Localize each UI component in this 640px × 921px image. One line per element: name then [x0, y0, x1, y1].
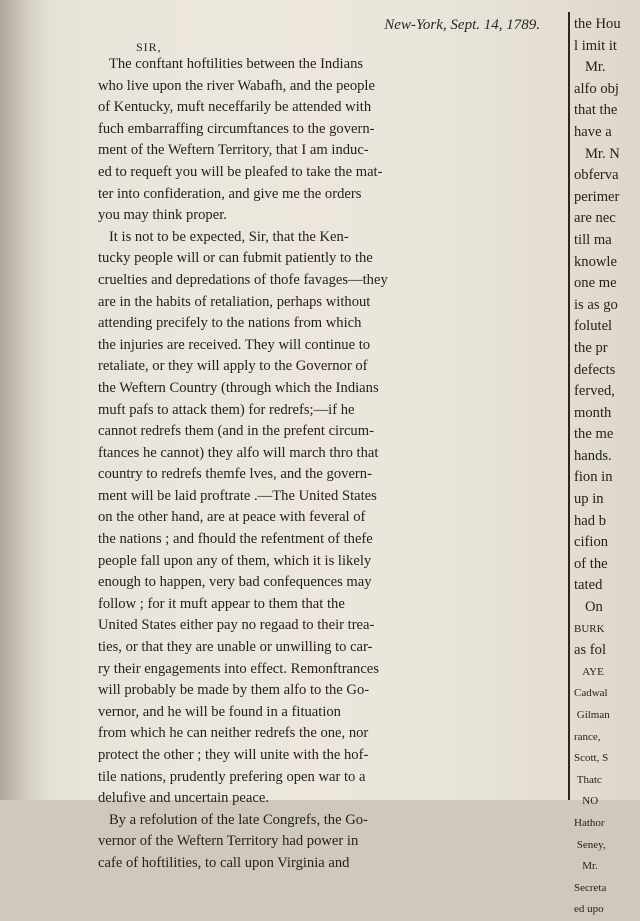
text-line: of the	[574, 555, 608, 572]
text-line: Gilman	[574, 709, 610, 721]
text-line: By a refolution of the late Congrefs, the Go-	[98, 811, 368, 828]
text-line: tucky people will or can fubmit patiently to the	[98, 250, 373, 267]
text-line: The conftant hoftilities between the Indians	[98, 56, 364, 72]
text-line: the nations ; and fhould the refentment of thefe	[98, 531, 373, 548]
text-line: will probably be made by them alfo to the Go-	[98, 682, 370, 699]
text-line: one me	[574, 275, 617, 292]
text-line: up in	[574, 491, 604, 508]
text-line: from which he can neither redrefs the one, nor	[98, 725, 369, 742]
right-column-lines	[574, 14, 640, 921]
text-line: you may think proper.	[98, 207, 227, 224]
text-line: On	[574, 599, 603, 616]
text-line: the Weftern Country (through which the Indians	[98, 379, 379, 396]
text-line: protect the other ; they will unite with the hof-	[98, 747, 369, 763]
text-line: BURK	[574, 622, 605, 635]
text-line: alfo obj	[574, 80, 619, 97]
text-line: had b	[574, 512, 607, 529]
text-line: ed upo	[574, 903, 604, 916]
text-line: of Kentucky, muft neceffarily be attended with	[98, 99, 372, 116]
text-line: Mr.	[574, 860, 598, 873]
text-line: Mr.	[574, 59, 606, 76]
text-line: Cadwal	[574, 687, 608, 700]
text-line: as fol	[574, 642, 607, 659]
text-line: that the	[574, 102, 618, 119]
text-line: It is not to be expected, Sir, that the Ken-	[98, 228, 349, 245]
text-line: follow ; for it muft appear to them that the	[98, 595, 345, 612]
text-line: ment of the Weftern Territory, that I am induc-	[98, 142, 369, 159]
text-line: Thatc	[574, 773, 602, 786]
text-line: fion in	[574, 469, 613, 486]
text-line: perimer	[574, 188, 620, 205]
text-line: fuch embarraffing circumftances to the govern-	[98, 120, 375, 137]
letter-body	[98, 54, 568, 875]
text-line: United States either pay no regaad to their trea-	[98, 617, 375, 634]
column-rule	[568, 12, 570, 800]
text-line: tated	[574, 577, 603, 594]
text-line: cifion	[574, 534, 609, 551]
text-line: l imit it	[574, 37, 617, 54]
text-line: the me	[574, 426, 614, 443]
text-line: rance,	[574, 730, 601, 743]
dateline: New-York, Sept. 14, 1789.	[384, 17, 540, 33]
text-line: ferved,	[574, 383, 615, 400]
text-line: obferva	[574, 167, 619, 184]
text-line: Scott, S	[574, 752, 609, 765]
text-line: hands.	[574, 447, 612, 464]
text-line: attending precifely to the nations from which	[98, 315, 362, 332]
text-line: folutel	[574, 318, 613, 335]
text-line: delufive and uncertain peace.	[98, 790, 269, 807]
text-line: AYE	[574, 665, 604, 678]
text-line: defects	[574, 361, 616, 378]
text-line: the injuries are received. They will continue to	[98, 336, 371, 353]
text-line: till ma	[574, 231, 612, 248]
text-line: the Hou	[574, 16, 621, 32]
text-line: cafe of hoftilities, to call upon Virginia and	[98, 854, 350, 871]
main-column	[98, 14, 568, 875]
text-line: ed to requeft you will be pleafed to take the mat-	[98, 163, 383, 180]
text-line: on the other hand, are at peace with feveral of	[98, 509, 366, 526]
text-line: people fall upon any of them, which it is likely	[98, 552, 372, 569]
text-line: knowle	[574, 253, 617, 270]
text-line: are in the habits of retaliation, perhaps without	[98, 293, 371, 310]
text-line: ter into confideration, and give me the orders	[98, 185, 362, 202]
text-line: have a	[574, 123, 612, 140]
text-line: Secreta	[574, 881, 607, 894]
salutation: SIR,	[136, 40, 162, 54]
text-line: NO	[574, 795, 599, 808]
text-line: tile nations, prudently prefering open war to a	[98, 768, 366, 785]
text-line: ry their engagements into effect. Remonftrances	[98, 660, 379, 677]
text-line: ment will be laid proftrate .—The United States	[98, 487, 377, 504]
text-line: ties, or that they are unable or unwilling to car-	[98, 639, 373, 656]
text-line: enough to happen, very bad confequences may	[98, 574, 372, 591]
text-line: vernor, and he will be found in a fituation	[98, 703, 341, 720]
text-line: month	[574, 404, 612, 421]
page-fold-shadow	[0, 0, 46, 800]
text-line: muft pafs to attack them) for redrefs;—if he	[98, 401, 355, 418]
text-line: Seney,	[574, 838, 606, 851]
text-line: retaliate, or they will apply to the Governor of	[98, 358, 368, 375]
text-line: country to redrefs themfe lves, and the govern-	[98, 466, 372, 483]
text-line: cruelties and depredations of thofe favages—they	[98, 271, 388, 288]
text-line: Mr. N	[574, 145, 620, 162]
text-line: vernor of the Weftern Territory had power in	[98, 833, 359, 850]
text-line: are nec	[574, 210, 616, 227]
text-line: cannot redrefs them (and in the prefent circum-	[98, 423, 374, 440]
text-line: is as go	[574, 296, 618, 313]
text-line: Hathor	[574, 816, 605, 829]
right-column-fragment	[574, 14, 640, 921]
text-line: who live upon the river Wabafh, and the people	[98, 77, 375, 94]
text-line: ftances he cannot) they alfo will march thro that	[98, 444, 379, 461]
text-line: the pr	[574, 339, 608, 356]
